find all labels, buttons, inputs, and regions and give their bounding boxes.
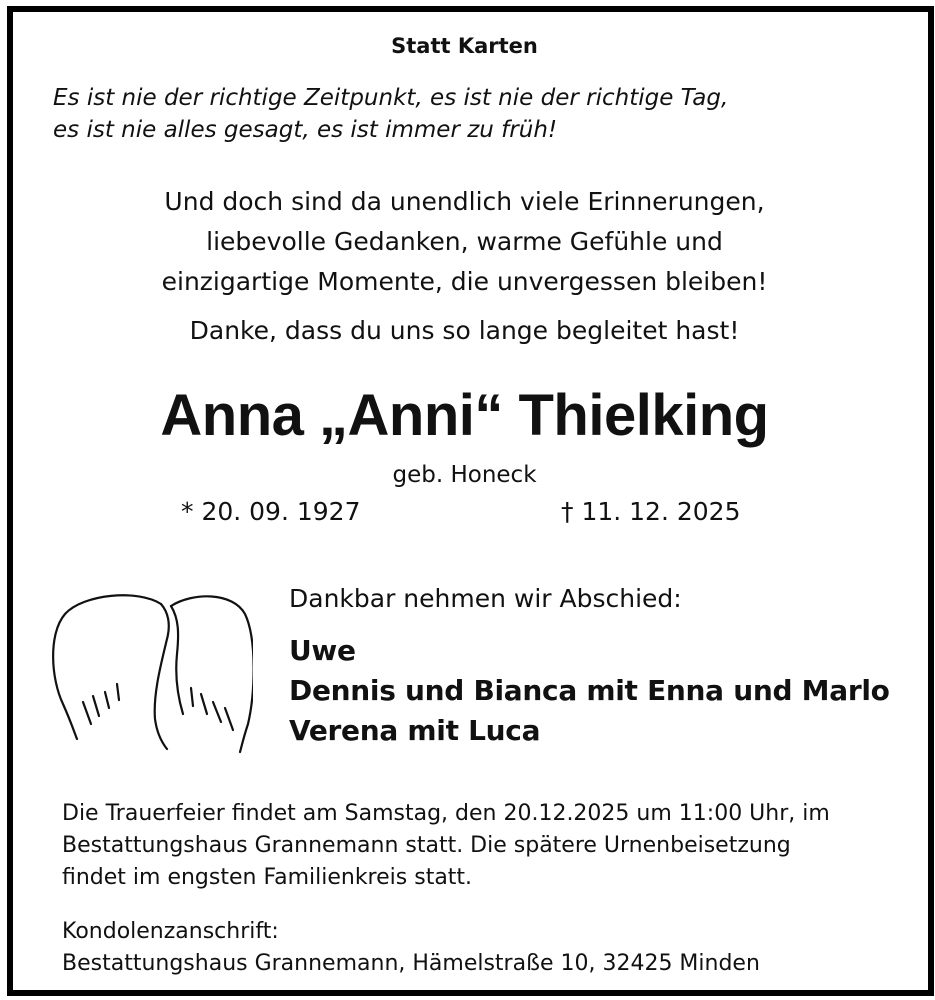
thanks-line: Danke, dass du uns so lange begleitet hast! bbox=[189, 316, 740, 345]
memory-line: Und doch sind da unendlich viele Erinnerungen, bbox=[164, 187, 765, 216]
quote-line: es ist nie alles gesagt, es ist immer zu früh! bbox=[53, 117, 558, 143]
maiden-name: geb. Honeck bbox=[392, 462, 537, 488]
family-member: Verena mit Luca bbox=[289, 714, 541, 747]
header-statt-karten: Statt Karten bbox=[391, 34, 538, 58]
memory-line: einzigartige Momente, die unvergessen bleiben! bbox=[161, 267, 768, 296]
ceremony-line: Bestattungshaus Grannemann statt. Die spätere Urnenbeisetzung bbox=[62, 833, 791, 858]
deceased-name: Anna „Anni“ Thielking bbox=[160, 383, 769, 448]
farewell-intro: Dankbar nehmen wir Abschied: bbox=[289, 584, 682, 613]
family-member: Uwe bbox=[289, 634, 356, 667]
ceremony-line: Die Trauerfeier findet am Samstag, den 20.12.2025 um 11:00 Uhr, im bbox=[62, 801, 830, 826]
birth-date: * 20. 09. 1927 bbox=[181, 497, 361, 526]
condolence-label: Kondolenzanschrift: bbox=[62, 919, 279, 944]
ceremony-line: findet im engsten Familienkreis statt. bbox=[62, 865, 473, 890]
quote-line: Es ist nie der richtige Zeitpunkt, es ist nie der richtige Tag, bbox=[53, 85, 729, 111]
obituary-notice bbox=[7, 6, 934, 996]
memory-line: liebevolle Gedanken, warme Gefühle und bbox=[206, 227, 723, 256]
family-member: Dennis und Bianca mit Enna und Marlo bbox=[289, 674, 890, 707]
condolence-address: Bestattungshaus Grannemann, Hämelstraße 10, 32425 Minden bbox=[62, 951, 760, 976]
angel-wings-icon bbox=[43, 584, 253, 754]
death-date: † 11. 12. 2025 bbox=[561, 497, 741, 526]
